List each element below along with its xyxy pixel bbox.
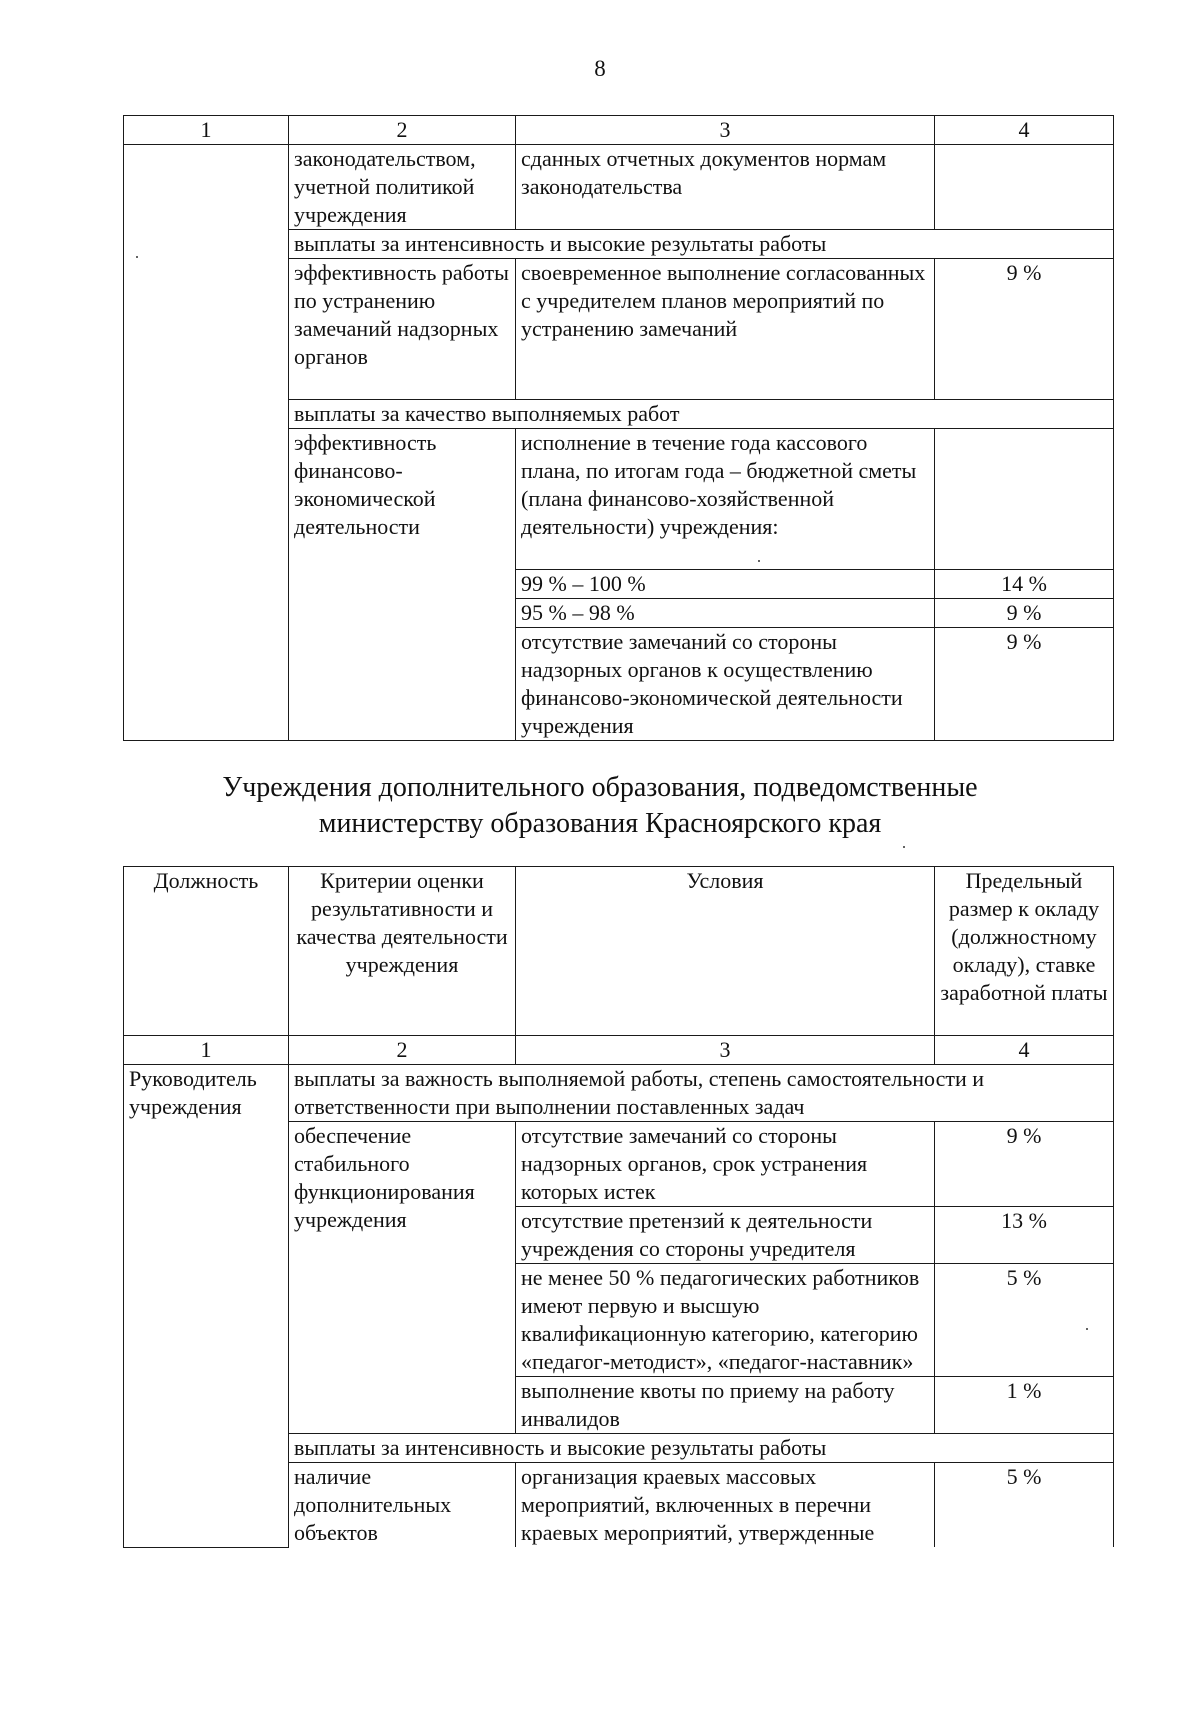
condition-cell: 95 % – 98 % — [516, 599, 935, 628]
value-cell: 9 % — [935, 599, 1114, 628]
section-label: выплаты за важность выполняемой работы, степень самостоятельности и ответственности при выполнении поставленных задач — [289, 1065, 1114, 1122]
value-cell — [935, 429, 1114, 570]
value-cell: 14 % — [935, 570, 1114, 599]
page-number: 8 — [594, 56, 606, 81]
value-cell: 9 % — [935, 628, 1114, 741]
position-cell: Руководитель учреждения — [124, 1065, 289, 1548]
section-title — [0, 770, 1200, 842]
col-number: 3 — [516, 116, 935, 145]
criterion-cell: эффективность работы по устранению замечаний надзорных органов — [289, 259, 516, 400]
header-position: Должность — [124, 867, 289, 1036]
column-numbers-row — [124, 116, 1114, 145]
value-cell: 5 % — [935, 1463, 1114, 1548]
condition-cell: сданных отчетных документов нормам законодательства — [516, 145, 935, 230]
condition-cell: отсутствие претензий к деятельности учреждения со стороны учредителя — [516, 1207, 935, 1264]
col-number: 3 — [516, 1036, 935, 1065]
scan-speck — [903, 846, 905, 848]
value-cell: 9 % — [935, 1122, 1114, 1207]
value-cell: 1 % — [935, 1377, 1114, 1434]
criterion-cell: наличие дополнительных объектов — [289, 1463, 516, 1548]
value-cell — [935, 145, 1114, 230]
value-cell: 13 % — [935, 1207, 1114, 1264]
table-row — [124, 145, 1114, 230]
column-numbers-row — [124, 1036, 1114, 1065]
condition-cell: исполнение в течение года кассового плана, по итогам года – бюджетной сметы (плана финансово-хозяйственной деятельности) учреждения: — [516, 429, 935, 570]
section-label: выплаты за качество выполняемых работ — [289, 400, 1114, 429]
condition-cell: отсутствие замечаний со стороны надзорных органов, срок устранения которых истек — [516, 1122, 935, 1207]
criterion-cell: эффективность финансово-экономической деятельности — [289, 429, 516, 741]
header-row — [124, 867, 1114, 1036]
col-number: 1 — [124, 116, 289, 145]
section-row — [124, 1065, 1114, 1122]
position-cell — [124, 145, 289, 741]
table-additional-education — [123, 866, 1114, 1548]
col-number: 2 — [289, 1036, 516, 1065]
col-number: 2 — [289, 116, 516, 145]
condition-cell: выполнение квоты по приему на работу инвалидов — [516, 1377, 935, 1434]
criterion-cell: законодательством, учетной политикой учреждения — [289, 145, 516, 230]
col-number: 4 — [935, 116, 1114, 145]
condition-cell: своевременное выполнение согласованных с учредителем планов мероприятий по устранению замечаний — [516, 259, 935, 400]
scan-speck — [1086, 1328, 1088, 1330]
header-criteria: Критерии оценки результативности и качества деятельности учреждения — [289, 867, 516, 1036]
col-number: 4 — [935, 1036, 1114, 1065]
section-title-line: Учреждения дополнительного образования, подведомственные — [222, 772, 978, 803]
value-cell: 9 % — [935, 259, 1114, 400]
section-title-line: министерству образования Красноярского края — [318, 808, 882, 839]
condition-cell: отсутствие замечаний со стороны надзорных органов к осуществлению финансово-экономической деятельности учреждения — [516, 628, 935, 741]
scan-speck — [136, 256, 138, 258]
condition-cell: организация краевых массовых мероприятий, включенных в перечни краевых мероприятий, утвержденные — [516, 1463, 935, 1548]
section-label: выплаты за интенсивность и высокие результаты работы — [289, 230, 1114, 259]
table-continuation — [123, 115, 1114, 741]
condition-cell: не менее 50 % педагогических работников имеют первую и высшую квалификационную категорию, категорию «педагог-методист», «педагог-наставник» — [516, 1264, 935, 1377]
condition-cell: 99 % – 100 % — [516, 570, 935, 599]
header-limit: Предельный размер к окладу (должностному окладу), ставке заработной платы — [935, 867, 1114, 1036]
scan-speck — [758, 560, 760, 562]
criterion-cell: обеспечение стабильного функционирования учреждения — [289, 1122, 516, 1434]
header-conditions: Условия — [516, 867, 935, 1036]
section-label: выплаты за интенсивность и высокие результаты работы — [289, 1434, 1114, 1463]
col-number: 1 — [124, 1036, 289, 1065]
value-cell: 5 % — [935, 1264, 1114, 1377]
